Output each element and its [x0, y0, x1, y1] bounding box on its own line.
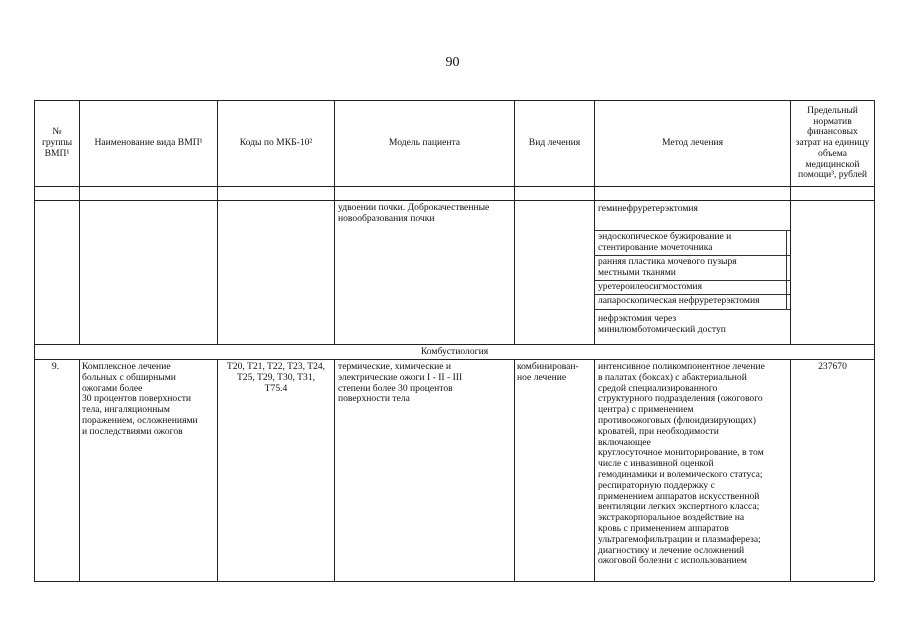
row9-patient-model: термические, химические и электрические ожоги I - II - III степени более 30 процентов поверхности тела	[338, 362, 463, 405]
method-divider	[594, 230, 790, 231]
row9-col-border-3	[334, 359, 335, 581]
method-box-edge	[786, 230, 787, 309]
method-item: лапароскопическая нефруретерэктомия	[598, 296, 760, 306]
page-number: 90	[445, 55, 460, 70]
header-bottom-border	[34, 186, 874, 187]
row9-col-border-4	[514, 359, 515, 581]
header-cost-norm: Предельный норматив финансовых затрат на единицу объема медицинской помощи³, рублей	[795, 104, 870, 181]
method-item: ранняя пластика мочевого пузыря местными тканями	[598, 257, 737, 278]
continuation-patient-model: удвоении почки. Доброкачественные новообразования почки	[338, 203, 490, 224]
row9-col-border-1	[79, 359, 80, 581]
row9-col-border-6	[790, 359, 791, 581]
method-item: эндоскопическое бужирование и стентирование мочеточника	[598, 232, 732, 253]
method-divider	[594, 309, 790, 310]
header-icd-codes: Коды по МКБ-10²	[239, 137, 313, 149]
method-divider	[594, 280, 790, 281]
row9-icd-codes: T20, T21, T22, T23, T24, T25, T29, T30, T31, T75.4	[226, 362, 326, 394]
method-divider	[594, 294, 790, 295]
row9-cost: 237670	[818, 362, 847, 372]
method-item: геминефруретерэктомия	[598, 204, 698, 214]
section-title: Комбустиология	[420, 345, 489, 357]
col-border-right	[874, 100, 875, 581]
row9-treatment-type: комбинирован- ное лечение	[517, 362, 579, 383]
table-border-bottom	[34, 581, 874, 582]
row9-vmp-name: Комплексное лечение больных с обширными ожогами более 30 процентов поверхности тела, ингаляционным поражением, осложнениями и последствиями ожогов	[82, 362, 198, 437]
spacer-row-border	[34, 200, 874, 201]
method-item: уретероилеосигмостомия	[598, 282, 702, 292]
section-row-border	[34, 359, 874, 360]
row9-group-number: 9.	[51, 362, 60, 372]
row9-treatment-method: интенсивное поликомпонентное лечение в палатах (боксах) с абактериальной средой специализированного структурного подразделения (ожогового центра) с применением противоожоговых (флюидизирующих) кроватей, при необходимости включающее круглосуточное мониторирование, в том числе с инвазивной оценкой гемодинамики и волемического статуса; респираторную поддержку с применением аппаратов искусственной вентиляции легких экспертного класса; экстракорпоральное воздействие на кровь с применением аппаратов ультрагемофильтрации и плазмафереза; диагностику и лечение осложнений ожоговой болезни с использованием	[598, 362, 765, 567]
header-treatment-method: Метод лечения	[661, 137, 724, 149]
method-divider	[594, 255, 790, 256]
header-group-number: № группы ВМП¹	[41, 126, 73, 159]
method-item: нефрэктомия через минилюмботомический доступ	[598, 314, 726, 335]
header-vmp-name: Наименование вида ВМП¹	[94, 137, 203, 149]
header-treatment-type: Вид лечения	[528, 137, 581, 149]
header-patient-model: Модель пациента	[388, 137, 461, 149]
row9-col-border-5	[594, 359, 595, 581]
